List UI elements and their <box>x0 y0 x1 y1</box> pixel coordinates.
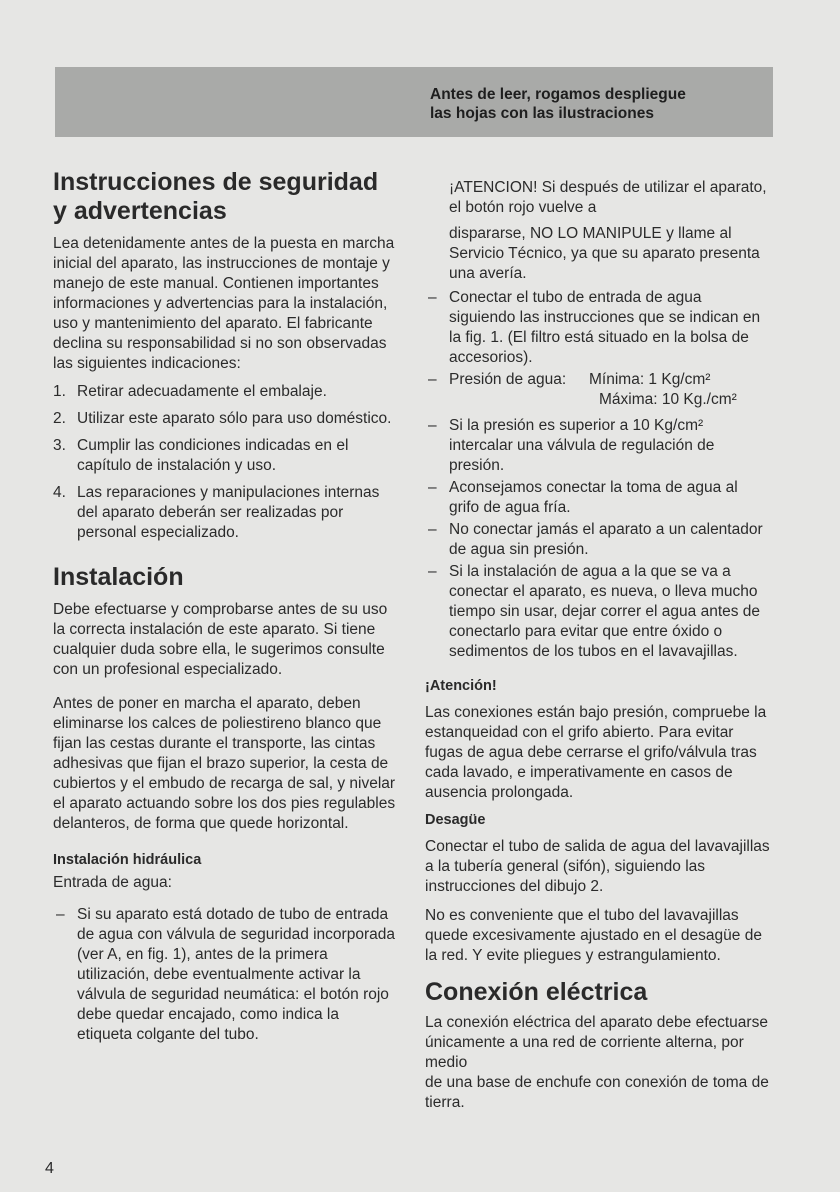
pressure-min: Mínima: 1 Kg/cm² <box>589 371 711 388</box>
attention-text: ¡ATENCION! Si después de utilizar el aparato, el botón rojo vuelve a <box>449 179 767 216</box>
list-item: – Aconsejamos conectar la toma de agua al grifo de agua fría. <box>428 479 738 516</box>
list-item: 1. Retirar adecuadamente el embalaje. <box>53 383 327 400</box>
left-column <box>53 168 398 1059</box>
attention-paragraph: Las conexiones están bajo presión, compruebe la estanqueidad con el grifo abierto. Para evitar fugas de agua debe cerrarse el grifo/válvula tras cada lavado, e imperativamente en casos de ausencia prolongada. <box>425 704 767 801</box>
hydraulic-heading: Instalación hidráulica <box>53 852 202 868</box>
list-item: – No conectar jamás el aparato a un calentador de agua sin presión. <box>428 521 763 558</box>
pressure-item: – Presión de agua: Mínima: 1 Kg/cm² Máxima: 10 Kg./cm² <box>428 371 737 408</box>
safety-intro: Lea detenidamente antes de la puesta en marcha inicial del aparato, las instrucciones de montaje y manejo de este manual. Contienen importantes informaciones y advertencias para la instalación, uso y mantenimiento del aparato. El fabricante declina su responsabilidad si no son observadas las siguientes indicaciones: <box>53 235 395 372</box>
safety-heading: Instrucciones de seguridad y advertencias <box>53 168 379 225</box>
pressure-max: Máxima: 10 Kg./cm² <box>599 391 737 408</box>
water-entry-label: Entrada de agua: <box>53 874 172 891</box>
drain-heading: Desagüe <box>425 812 486 828</box>
water-entry-list <box>425 288 770 662</box>
list-item: – Si la instalación de agua a la que se va a conectar el aparato, es nueva, o lleva mucho tiempo sin usar, dejar correr el agua antes de conectarlo para evitar que entre óxido o sedimentos de los tubos en el lavavajillas. <box>428 563 761 660</box>
list-item: – Si la presión es superior a 10 Kg/cm² intercalar una válvula de regulación de presión. <box>428 417 715 474</box>
hydraulic-list <box>53 905 398 1045</box>
list-item: 4. Las reparaciones y manipulaciones internas del aparato deberán ser realizadas por personal especializado. <box>53 484 380 541</box>
installation-heading: Instalación <box>53 563 184 591</box>
list-item: 2. Utilizar este aparato sólo para uso doméstico. <box>53 410 392 427</box>
electric-heading: Conexión eléctrica <box>425 978 648 1006</box>
electric-paragraph-1: La conexión eléctrica del aparato debe efectuarse únicamente a una red de corriente alterna, por medio <box>425 1014 768 1071</box>
electric-paragraph-2: de una base de enchufe con conexión de toma de tierra. <box>425 1074 769 1111</box>
right-column <box>425 178 770 1121</box>
attention-text-2: dispararse, NO LO MANIPULE y llame al Servicio Técnico, ya que su aparato presenta una avería. <box>449 225 760 282</box>
pressure-label: Presión de agua: <box>449 371 567 388</box>
page-number: 4 <box>45 1160 54 1177</box>
list-item: – Si su aparato está dotado de tubo de entrada de agua con válvula de seguridad incorporada (ver A, en fig. 1), antes de la primera utilización, debe eventualmente activar la válvula de seguridad neumática: el botón rojo debe quedar encajado, como indica la etiqueta colgante del tubo. <box>56 906 395 1043</box>
attention-heading: ¡Atención! <box>425 678 497 694</box>
installation-para-2: Antes de poner en marcha el aparato, deben eliminarse los calces de poliestireno blanco que fijan las cestas durante el transporte, las cintas adhesivas que fijan el brazo superior, la cesta de cubiertos y el embudo de recarga de sal, y nivelar el aparato actuando sobre los dos pies regulables delanteros, de forma que quede horizontal. <box>53 695 396 832</box>
banner-text <box>430 85 760 123</box>
drain-paragraph-2: No es conveniente que el tubo del lavavajillas quede excesivamente ajustado en el desagüe de la red. Y evite pliegues y estrangulamiento. <box>425 907 762 964</box>
list-item: 3. Cumplir las condiciones indicadas en el capítulo de instalación y uso. <box>53 437 349 474</box>
safety-list <box>53 382 398 543</box>
banner-line-1: Antes de leer, rogamos despliegue <box>430 86 686 103</box>
banner-line-2: las hojas con las ilustraciones <box>430 105 654 122</box>
drain-paragraph-1: Conectar el tubo de salida de agua del lavavajillas a la tubería general (sifón), siguiendo las instrucciones del dibujo 2. <box>425 838 770 895</box>
installation-para-1: Debe efectuarse y comprobarse antes de su uso la correcta instalación de este aparato. Si tiene cualquier duda sobre ella, le sugerimos consulte con un profesional especializado. <box>53 601 388 678</box>
list-item: – Conectar el tubo de entrada de agua siguiendo las instrucciones que se indican en la fig. 1. (El filtro está situado en la bolsa de accesorios). <box>428 289 761 366</box>
